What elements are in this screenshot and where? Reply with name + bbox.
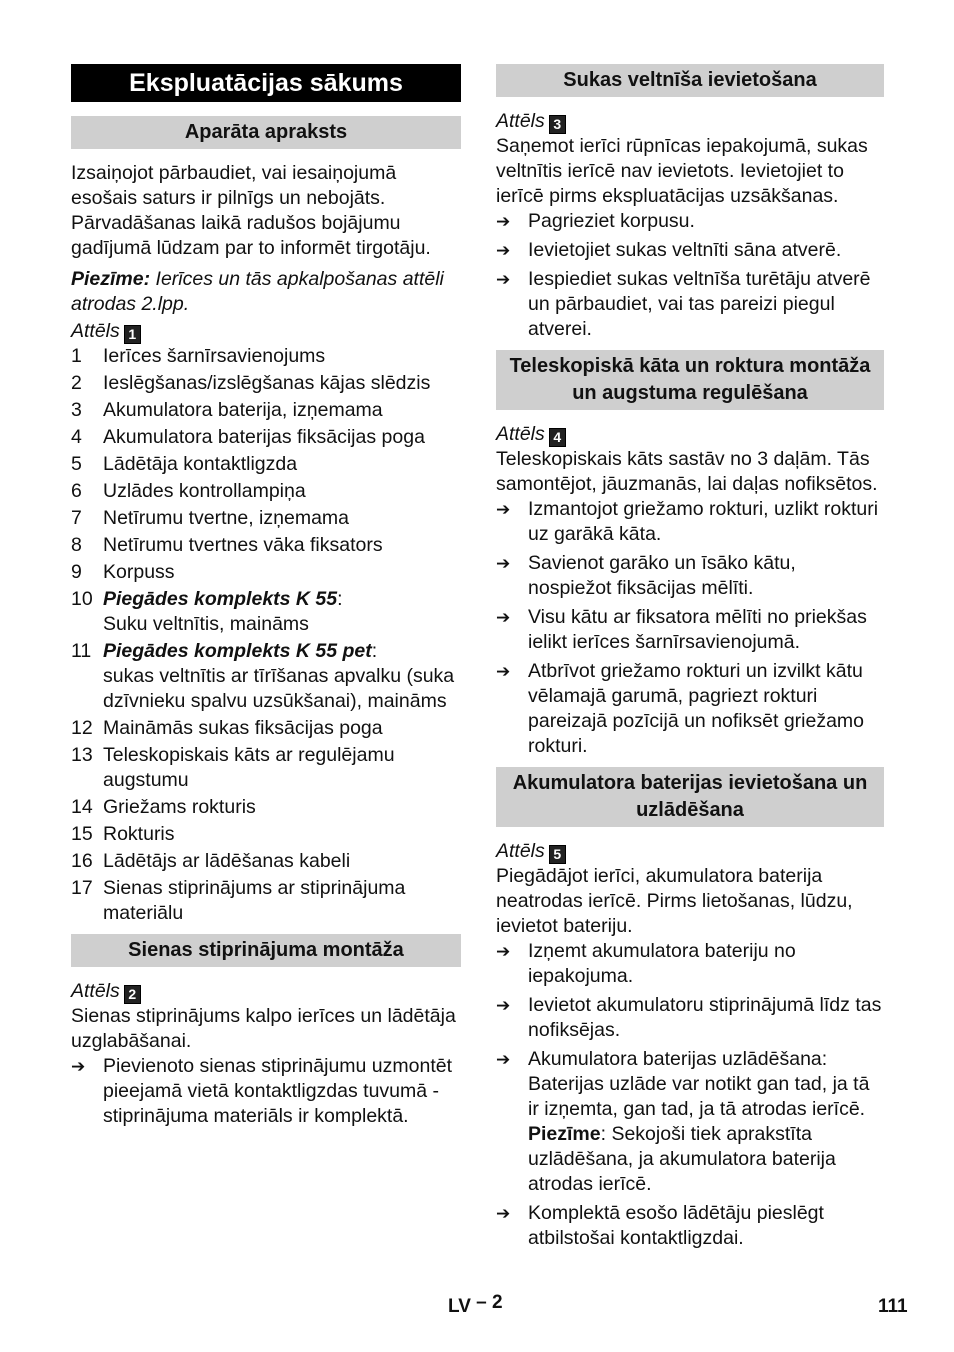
step-item	[496, 551, 884, 601]
step-item	[496, 1201, 884, 1251]
section-title-device-description: Aparāta apraksts	[71, 116, 461, 149]
battery-paragraph: Piegādājot ierīci, akumulatora baterija neatrodas ierīcē. Pirms lietošanas, lūdzu, ievietot bateriju.	[496, 865, 853, 937]
section-title-telescopic-handle: Teleskopiskā kāta un roktura montāža un augstuma regulēšana	[496, 350, 884, 410]
item-subtext: Suku veltnītis, maināms	[103, 613, 309, 635]
step-text: Iespiediet sukas veltnīša turētāju atverē un pārbaudiet, vai tas pareizi piegul atverei.	[528, 268, 871, 340]
step-text: Izņemt akumulatora bateriju no iepakojuma.	[528, 940, 796, 987]
figure-reference	[496, 422, 884, 447]
step-text: Savienot garāko un īsāko kātu, nospiežot fiksācijas mēlīti.	[528, 552, 796, 599]
list-item	[71, 795, 461, 820]
step-text: Komplektā esošo lādētāju pieslēgt atbilstošai kontaktligzdai.	[528, 1202, 824, 1249]
note-label: Piezīme:	[71, 268, 151, 290]
list-item	[71, 876, 461, 926]
page-number: 111	[878, 1296, 908, 1317]
step-item	[496, 605, 884, 655]
item-text: Netīrumu tvertnes vāka fiksators	[103, 534, 383, 556]
battery-steps	[496, 939, 884, 1251]
item-text: Ierīces šarnīrsavienojums	[103, 345, 326, 367]
item-text: Sienas stiprinājums ar stiprinājuma materiālu	[103, 877, 406, 924]
arrow-right-icon: ➔	[496, 1204, 511, 1223]
list-item	[71, 639, 461, 714]
arrow-right-icon: ➔	[496, 662, 511, 681]
arrow-right-icon: ➔	[496, 554, 511, 573]
step-item	[496, 497, 884, 547]
item-text	[103, 639, 461, 714]
step-text: Visu kātu ar fiksatora mēlīti no priekšas ielikt ierīces šarnīrsavienojumā.	[528, 606, 867, 653]
item-text: Maināmās sukas fiksācijas poga	[103, 717, 383, 739]
item-number: 9	[71, 561, 82, 583]
step-item	[496, 1047, 884, 1197]
list-item	[71, 479, 461, 504]
arrow-right-icon: ➔	[496, 942, 511, 961]
step-text: Pagrieziet korpusu.	[528, 210, 695, 232]
item-text: Akumulatora baterija, izņemama	[103, 399, 383, 421]
item-text	[103, 587, 461, 637]
item-text: Netīrumu tvertne, izņemama	[103, 507, 350, 529]
arrow-right-icon: ➔	[496, 1050, 511, 1069]
list-item	[71, 849, 461, 874]
item-number: 6	[71, 480, 82, 502]
telescopic-steps	[496, 497, 884, 759]
brush-roller-steps	[496, 209, 884, 342]
arrow-right-icon: ➔	[496, 996, 511, 1015]
figure-ref-label: Attēls	[496, 840, 545, 862]
list-item	[71, 533, 461, 558]
figure-reference	[496, 839, 884, 864]
brush-roller-paragraph: Saņemot ierīci rūpnīcas iepakojumā, sukas veltnītis ierīcē nav ievietots. Ievietojiet to ierīcē pirms ekspluatācijas uzsākšanas.	[496, 135, 868, 207]
item-number: 3	[71, 399, 82, 421]
step-item	[496, 238, 884, 263]
arrow-right-icon: ➔	[496, 500, 511, 519]
item-text: Korpuss	[103, 561, 175, 583]
step-item	[71, 1054, 461, 1129]
item-number: 4	[71, 426, 82, 448]
item-number: 2	[71, 372, 82, 394]
wall-mount-steps	[71, 1054, 461, 1129]
parts-list	[71, 344, 461, 926]
wall-mount-paragraph: Sienas stiprinājums kalpo ierīces un lādētāja uzglabāšanai.	[71, 1005, 456, 1052]
item-text: Uzlādes kontrollampiņa	[103, 480, 306, 502]
list-item	[71, 560, 461, 585]
item-number: 13	[71, 744, 93, 766]
delivery-set-label: Piegādes komplekts K 55 pet	[103, 640, 372, 662]
item-number: 5	[71, 453, 82, 475]
arrow-right-icon: ➔	[496, 212, 511, 231]
step-item	[496, 209, 884, 234]
unpacking-paragraph: Izsaiņojot pārbaudiet, vai iesaiņojumā esošais saturs ir pilnīgs un nebojāts. Pārvadāšanas laikā radušos bojājumu gadījumā lūdzam par to informēt tirgotāju.	[71, 162, 431, 259]
step-text: Ievietojiet sukas veltnīti sāna atverē.	[528, 239, 842, 261]
item-text: Akumulatora baterijas fiksācijas poga	[103, 426, 425, 448]
list-item	[71, 743, 461, 793]
list-item	[71, 398, 461, 423]
step-text	[528, 1047, 884, 1197]
list-item	[71, 822, 461, 847]
item-number: 14	[71, 796, 93, 818]
colon: :	[337, 588, 343, 610]
list-item	[71, 587, 461, 637]
section-title-wall-mount: Sienas stiprinājuma montāža	[71, 934, 461, 967]
right-column	[496, 64, 884, 1259]
step-text: Izmantojot griežamo rokturi, uzlikt rokturi uz garākā kāta.	[528, 498, 879, 545]
item-text: Rokturis	[103, 823, 175, 845]
item-number: 15	[71, 823, 93, 845]
figure-number-badge: 3	[549, 115, 566, 134]
arrow-right-icon: ➔	[496, 608, 511, 627]
section-title-brush-roller: Sukas veltnīša ievietošana	[496, 64, 884, 97]
figure-reference	[496, 109, 884, 134]
step-text: Atbrīvot griežamo rokturi un izvilkt kātu vēlamajā garumā, pagriezt rokturi pareizajā pozīcijā un nofiksēt griežamo rokturi.	[528, 660, 865, 757]
list-item	[71, 716, 461, 741]
item-subtext: sukas veltnītis ar tīrīšanas apvalku (suka dzīvnieku spalvu uzsūkšanai), maināms	[103, 665, 455, 712]
list-item	[71, 452, 461, 477]
note-label: Piezīme	[528, 1123, 601, 1145]
figure-reference	[71, 979, 461, 1004]
language-code: LV	[448, 1296, 471, 1317]
note-text: : Sekojoši tiek aprakstīta uzlādēšana, ja akumulatora baterija atrodas ierīcē.	[528, 1123, 836, 1195]
page-title: Ekspluatācijas sākums	[71, 64, 461, 102]
item-number: 1	[71, 345, 82, 367]
note-paragraph	[71, 267, 461, 317]
step-text: Pievienoto sienas stiprinājumu uzmontēt pieejamā vietā kontaktligzdas tuvumā - stiprinājuma materiāls ir komplektā.	[103, 1055, 453, 1127]
item-text: Lādētāja kontaktligzda	[103, 453, 298, 475]
footer-section-number: – 2	[476, 1292, 503, 1313]
arrow-right-icon: ➔	[496, 270, 511, 289]
left-column	[71, 64, 461, 1137]
delivery-set-label: Piegādes komplekts K 55	[103, 588, 338, 610]
note-text: Ierīces un tās apkalpošanas attēli atrodas 2.lpp.	[71, 268, 444, 315]
figure-ref-label: Attēls	[496, 423, 545, 445]
item-number: 16	[71, 850, 93, 872]
item-text: Ieslēgšanas/izslēgšanas kājas slēdzis	[103, 372, 431, 394]
colon: :	[371, 640, 378, 662]
item-number: 11	[71, 640, 92, 662]
item-number: 7	[71, 507, 82, 529]
item-text: Griežams rokturis	[103, 796, 256, 818]
figure-ref-label: Attēls	[71, 320, 120, 342]
step-item	[496, 939, 884, 989]
arrow-right-icon: ➔	[496, 241, 511, 260]
list-item	[71, 506, 461, 531]
footer-language	[448, 1294, 503, 1319]
item-number: 8	[71, 534, 82, 556]
figure-number-badge: 5	[549, 845, 566, 864]
figure-ref-label: Attēls	[496, 110, 545, 132]
item-text: Lādētājs ar lādēšanas kabeli	[103, 850, 351, 872]
item-number: 17	[71, 877, 93, 899]
figure-number-badge: 2	[124, 985, 141, 1004]
figure-ref-label: Attēls	[71, 980, 120, 1002]
item-text: Teleskopiskais kāts ar regulējamu augstumu	[103, 744, 395, 791]
item-number: 10	[71, 588, 93, 610]
telescopic-paragraph: Teleskopiskais kāts sastāv no 3 daļām. Tās samontējot, jāuzmanās, lai daļas nofiksētos.	[496, 448, 878, 495]
step-text: Ievietot akumulatoru stiprinājumā līdz tas nofiksējas.	[528, 994, 882, 1041]
list-item	[71, 425, 461, 450]
step-item	[496, 659, 884, 759]
item-number: 12	[71, 717, 93, 739]
figure-number-badge: 4	[549, 428, 566, 447]
section-title-battery: Akumulatora baterijas ievietošana un uzlādēšana	[496, 767, 884, 827]
list-item	[71, 371, 461, 396]
charging-text: Akumulatora baterijas uzlādēšana: Baterijas uzlāde var notikt gan tad, ja tā ir izņemta, gan tad, ja tā atrodas ierīcē.	[528, 1048, 870, 1120]
figure-number-badge: 1	[124, 325, 141, 344]
step-item	[496, 267, 884, 342]
figure-reference	[71, 319, 461, 344]
step-item	[496, 993, 884, 1043]
list-item	[71, 344, 461, 369]
arrow-right-icon: ➔	[71, 1057, 86, 1076]
